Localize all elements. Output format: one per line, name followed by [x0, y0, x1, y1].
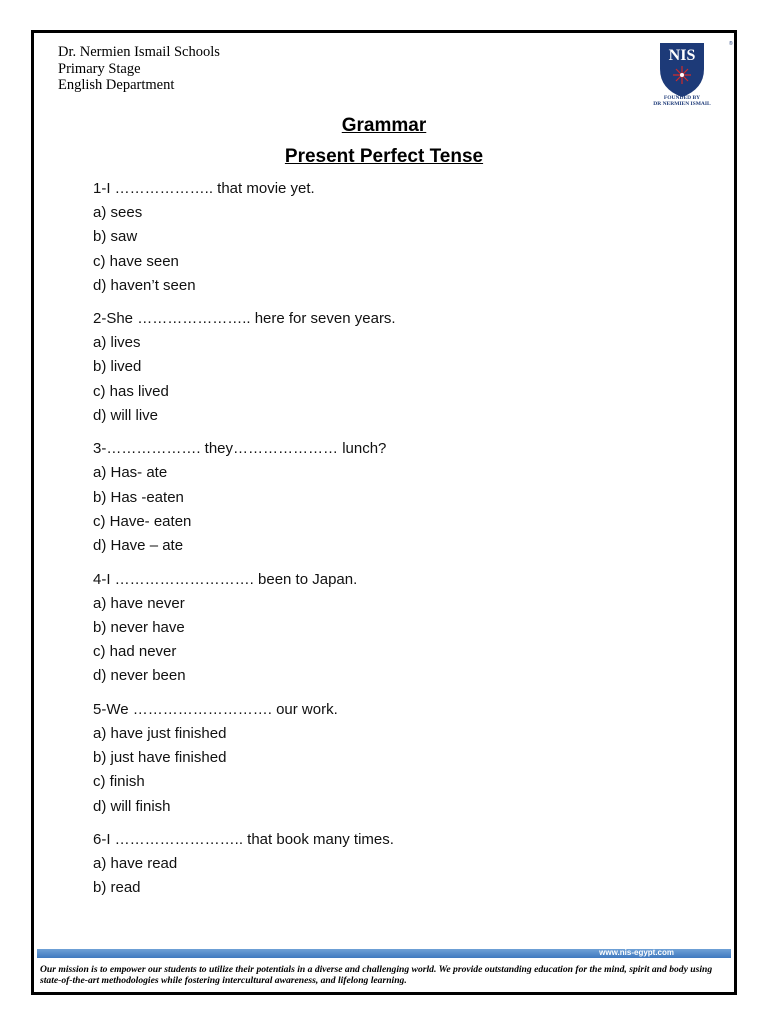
- question-1: [93, 177, 396, 298]
- option-a: a) have never: [93, 594, 185, 612]
- option-b: b) lived: [93, 358, 142, 376]
- logo-tagline: FOUNDED BY: [663, 95, 701, 101]
- question-2: [93, 307, 396, 428]
- option-a: a) lives: [93, 334, 141, 352]
- question-stem: 4-I ………………………. been to Japan.: [93, 570, 358, 588]
- question-stem: 2-She ………………….. here for seven years.: [93, 310, 396, 328]
- option-d: d) Have – ate: [93, 537, 184, 555]
- question-4: [93, 568, 396, 689]
- logo-text: NIS: [668, 47, 696, 64]
- option-b: b) Has -eaten: [93, 488, 184, 506]
- logo-founder: DR NERMIEN ISMAIL: [653, 101, 711, 107]
- option-b: b) just have finished: [93, 749, 227, 767]
- school-header: [58, 44, 220, 94]
- option-c: c) had never: [93, 643, 177, 661]
- option-b: b) read: [93, 879, 141, 897]
- question-stem: 5-We ………………………. our work.: [93, 700, 338, 718]
- question-3: [93, 437, 396, 558]
- svg-text:®: ®: [729, 41, 733, 47]
- option-b: b) saw: [93, 228, 138, 246]
- nis-logo: [632, 39, 732, 107]
- option-d: d) haven’t seen: [93, 276, 196, 294]
- option-c: c) finish: [93, 773, 145, 791]
- school-name: Dr. Nermien Ismail Schools: [58, 44, 220, 60]
- question-5: [93, 698, 396, 819]
- option-a: a) have just finished: [93, 724, 227, 742]
- option-c: c) Have- eaten: [93, 512, 192, 530]
- option-a: a) Has- ate: [93, 464, 168, 482]
- option-d: d) never been: [93, 667, 186, 685]
- school-department: English Department: [58, 77, 175, 93]
- question-stem: 1-I ……………….. that movie yet.: [93, 180, 315, 197]
- option-c: c) has lived: [93, 382, 169, 400]
- question-stem: 3-………………. they………………… lunch?: [93, 440, 387, 458]
- school-stage: Primary Stage: [58, 60, 141, 77]
- footer-url[interactable]: www.nis-egypt.com: [599, 948, 674, 957]
- worksheet-page: [31, 30, 737, 995]
- option-d: d) will live: [93, 407, 159, 425]
- question-6: [93, 828, 396, 901]
- topic-title: Present Perfect Tense: [284, 146, 484, 167]
- question-list: [93, 177, 396, 910]
- option-b: b) never have: [93, 618, 185, 636]
- option-d: d) will finish: [93, 797, 171, 815]
- mission-statement: Our mission is to empower our students to utilize their potentials in a diverse and challenging world. We provide outstanding education for the mind, spirit and body using state-of-the-art methodologies while fostering intercultural awareness, and lifelong learning.: [40, 964, 713, 986]
- option-a: a) have read: [93, 854, 178, 872]
- option-c: c) have seen: [93, 252, 179, 270]
- question-stem: 6-I …………………….. that book many times.: [93, 830, 394, 848]
- option-a: a) sees: [93, 204, 143, 221]
- subject-title: Grammar: [341, 115, 427, 136]
